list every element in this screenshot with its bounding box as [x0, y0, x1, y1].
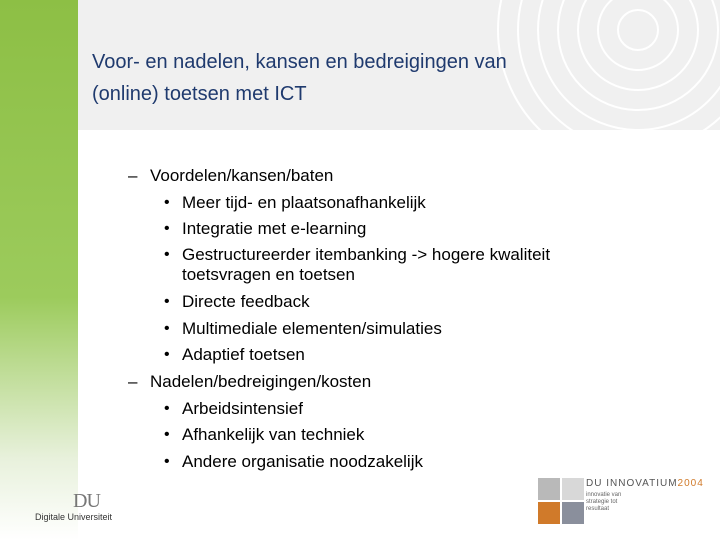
bullet-marker: • [164, 246, 170, 263]
innovatium-logo [538, 478, 704, 528]
bullet-marker: • [164, 346, 170, 363]
bullet-marker: • [164, 194, 170, 211]
list-item-text: Meer tijd- en plaatsonafhankelijk [182, 193, 426, 212]
list-item-text: toetsvragen en toetsen [182, 265, 355, 284]
innovatium-prefix: DU [586, 478, 603, 489]
list-item-text: Andere organisatie noodzakelijk [182, 452, 423, 471]
du-logo-text: Digitale Universiteit [35, 512, 113, 522]
dash-marker: – [128, 166, 138, 185]
innovatium-wordmark [586, 478, 704, 489]
list-item-text: Integratie met e-learning [182, 219, 367, 238]
innovatium-year: 2004 [677, 478, 704, 489]
logo-square-grey-1 [538, 478, 560, 500]
list-item-text: Nadelen/bedreigingen/kosten [150, 372, 372, 391]
bullet-marker: • [164, 220, 170, 237]
bullet-marker: • [164, 293, 170, 310]
bullet-marker: • [164, 453, 170, 470]
logo-square-slate [562, 502, 584, 524]
list-item-text: Arbeidsintensief [182, 399, 303, 418]
list-item-text: Multimediale elementen/simulaties [182, 319, 442, 338]
bullet-marker: • [164, 426, 170, 443]
innovatium-name: INNOVATIUM [606, 478, 678, 489]
bullet-marker: • [164, 400, 170, 417]
slide-title-line-1: Voor- en nadelen, kansen en bedreigingen van [92, 51, 507, 73]
du-logo-mark: DU [73, 490, 100, 512]
list-item-text: Adaptief toetsen [182, 345, 305, 364]
innovatium-tagline: innovatie van strategie tot resultaat [586, 492, 622, 512]
logo-square-orange [538, 502, 560, 524]
list-item-text: Gestructureerder itembanking -> hogere kwaliteit [182, 245, 551, 264]
list-item-text: Voordelen/kansen/baten [150, 166, 334, 185]
list-item-text: Directe feedback [182, 292, 310, 311]
logo-square-grey-2 [562, 478, 584, 500]
digitale-universiteit-logo [35, 490, 125, 530]
bullet-marker: • [164, 320, 170, 337]
dash-marker: – [128, 372, 138, 391]
slide-title-line-2: (online) toetsen met ICT [92, 83, 307, 105]
list-item-text: Afhankelijk van techniek [182, 425, 365, 444]
